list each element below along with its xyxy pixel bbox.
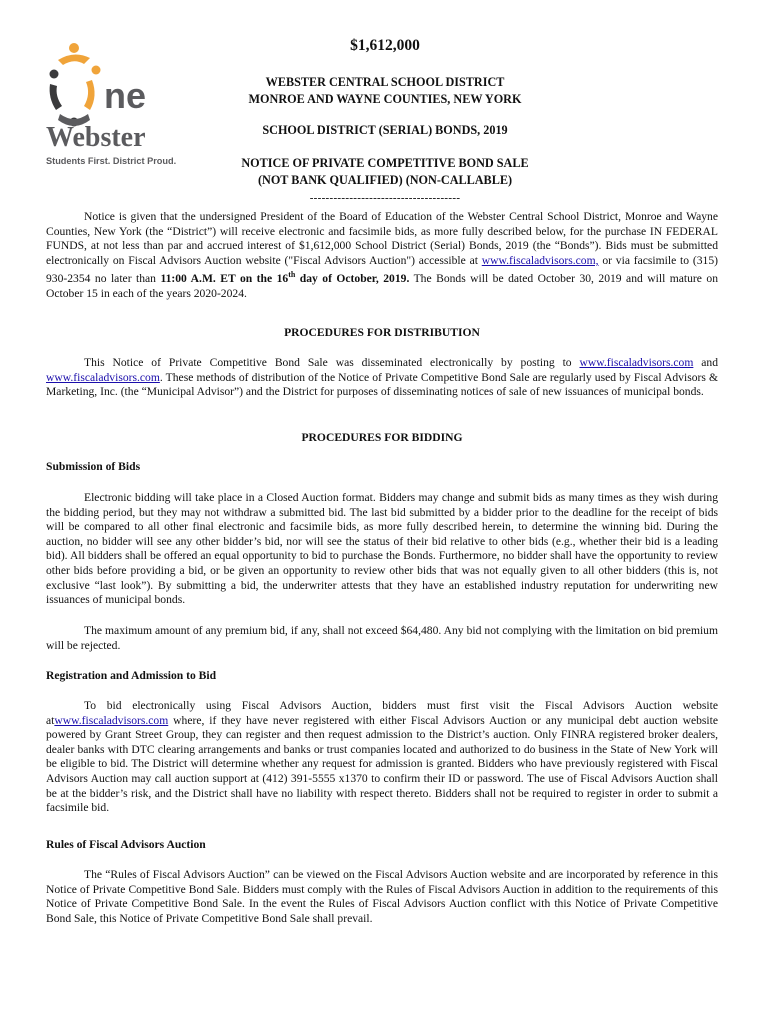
registration-heading: Registration and Admission to Bid	[46, 669, 217, 682]
deadline-text-end: day of October, 2019.	[295, 272, 410, 286]
registration-text-2: where, if they have never registered with either Fiscal Advisors Auction or any municipal debt auction website powered by Grant Street Group, they can register and then request admission to the District’s auction. Only FINRA registered broker dealers, dealer banks with DTC clearing arrangements and banks or trust companies located and authorized to do business in the State of New York will be eligible to bid. The District will determine whether any request for admission is granted. Bidders who have previously registered with Fiscal Advisors Auction may call auction support at (412) 391-5555 x1370 to confirm their ID or password. The use of Fiscal Advisors Auction shall be at the bidder’s risk, and the District shall have no liability with respect thereto. Bidders shall not be required to register in order to submit a facsimile bid.	[46, 713, 718, 815]
distribution-link-2[interactable]: www.fiscaladvisors.com	[46, 370, 160, 384]
one-webster-logo	[46, 40, 178, 170]
intro-text-3: The Bonds will be dated October 30, 2019 and will mature on October 15 in each of the years 2020-2024.	[46, 272, 718, 300]
bond-amount: $1,612,000	[350, 37, 420, 54]
submission-paragraph: Electronic bidding will take place in a Closed Auction format. Bidders may change and submit bids as many times as they wish during the bidding period, but they may not withdraw a submitted bid. The last bid submitted by a bidder prior to the deadline for the receipt of bids will be compared to all other final electronic and facsimile bids, as more fully described herein, to determine the winning bid. During the auction, no bidder will see any other bidder’s bid, nor will see the status of their bid relative to other bids (e.g., whether their bid is a leading bid). All bidders shall be offered an equal opportunity to bid to purchase the Bonds. Furthermore, no bidder shall have the opportunity to review other bids before providing a bid, or be given an opportunity to review other bids that was not equally given to all other bidders (this is, not exclusive “last look”). By submitting a bid, the underwriter attests that they have an established industry reputation for underwriting new issuances of municipal bonds.	[46, 491, 718, 607]
fiscal-advisors-link[interactable]: www.fiscaladvisors.com,	[481, 253, 599, 267]
distribution-link-1[interactable]: www.fiscaladvisors.com	[579, 356, 694, 369]
distribution-text-3: . These methods of distribution of the Notice of Private Competitive Bond Sale are regularly used by Fiscal Advisors & Marketing, Inc. (the “Municipal Advisor”) and the District for purposes of disseminating notices of sale of new issuances of municipal bonds.	[46, 370, 718, 399]
intro-text-1: Notice is given that the undersigned President of the Board of Education of the Webster Central School District, Monroe and Wayne Counties, New York (the “District”) will receive electronic and facsimile bids, as more fully described below, for the purchase IN FEDERAL FUNDS, at not less than par and accrued interest of $1,612,000 School District (Serial) Bonds, 2019 (the “Bonds”). Bids must be submitted electronically on Fiscal Advisors Auction website ("Fiscal Advisors Auction") accessible at	[46, 210, 718, 267]
rules-heading: Rules of Fiscal Advisors Auction	[46, 838, 206, 851]
dash-divider: --------------------------------------	[309, 192, 461, 204]
notice-subtitle-line: (NOT BANK QUALIFIED) (NON-CALLABLE)	[257, 173, 513, 187]
district-line: WEBSTER CENTRAL SCHOOL DISTRICT	[265, 75, 505, 89]
bid-deadline	[160, 272, 409, 285]
distribution-text-1: This Notice of Private Competitive Bond Sale was disseminated electronically by posting to	[84, 356, 580, 369]
registration-text-1: To bid electronically using Fiscal Advisors Auction, bidders must first visit the Fiscal Advisors Auction website at	[46, 699, 718, 727]
distribution-heading: PROCEDURES FOR DISTRIBUTION	[284, 326, 480, 339]
one-webster-logo-graphic	[46, 40, 178, 170]
logo-tagline: Students First. District Proud.	[46, 156, 177, 166]
deadline-sup: th	[288, 270, 296, 280]
logo-webster-text: Webster	[46, 122, 146, 153]
logo-ne-text: ne	[104, 75, 147, 116]
registration-link[interactable]: www.fiscaladvisors.com	[54, 713, 169, 727]
deadline-text: 11:00 A.M. ET on the 16	[160, 272, 289, 286]
district-name	[180, 74, 590, 108]
counties-line: MONROE AND WAYNE COUNTIES, NEW YORK	[248, 92, 522, 106]
submission-heading: Submission of Bids	[46, 460, 141, 473]
notice-title-line: NOTICE OF PRIVATE COMPETITIVE BOND SALE	[241, 156, 529, 170]
notice-title	[180, 155, 590, 189]
registration-paragraph	[46, 699, 718, 816]
intro-paragraph	[46, 210, 718, 301]
bond-title: SCHOOL DISTRICT (SERIAL) BONDS, 2019	[262, 123, 508, 137]
distribution-paragraph	[46, 356, 718, 400]
rules-paragraph: The “Rules of Fiscal Advisors Auction” can be viewed on the Fiscal Advisors Auction website and are incorporated by reference in this Notice of Private Competitive Bond Sale. Bidders must comply with the Rules of Fiscal Advisors Auction in addition to the requirements of this Notice of Private Competitive Bond Sale. In the event the Rules of Fiscal Advisors Auction conflict with this Notice of Private Competitive Bond Sale, this Notice of Private Competitive Bond Sale shall prevail.	[46, 868, 718, 925]
distribution-text-2: and	[693, 356, 718, 369]
premium-paragraph: The maximum amount of any premium bid, if any, shall not exceed $64,480. Any bid not complying with the limitation on bid premium will be rejected.	[46, 624, 718, 652]
intro-text-2: or via facsimile to (315) 930-2354 no later than	[46, 253, 718, 286]
bidding-heading: PROCEDURES FOR BIDDING	[301, 431, 463, 444]
